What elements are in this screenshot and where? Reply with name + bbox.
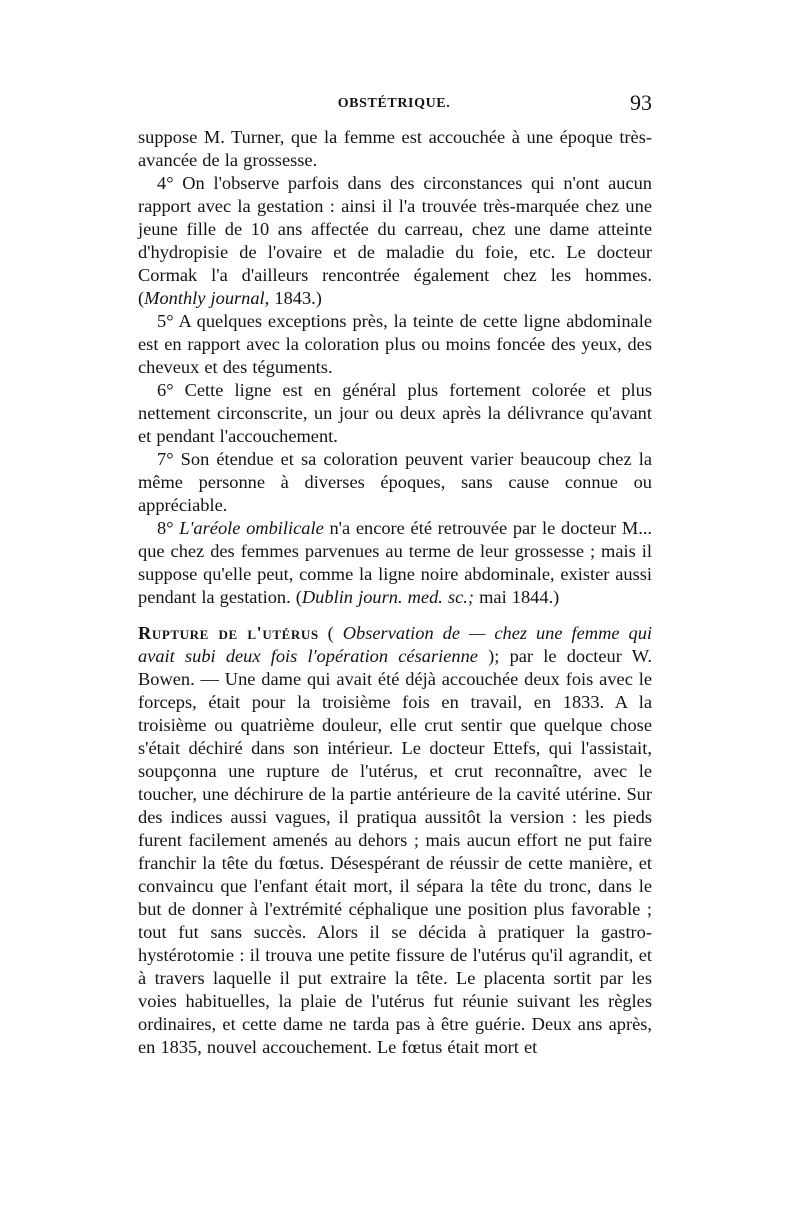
paragraph-text: suppose M. Turner, que la femme est accouchée à une époque très-avancée de la grossesse. <box>138 127 652 170</box>
page-header <box>136 90 652 118</box>
running-title: OBSTÉTRIQUE. <box>337 96 451 111</box>
paragraph-continuation <box>138 126 652 172</box>
paren-open: ( <box>318 623 343 643</box>
paragraph-point-7 <box>138 448 652 517</box>
journal-title: Dublin journ. med. sc.; <box>301 587 475 607</box>
paragraph-text: 5° A quelques exceptions près, la teinte de cette ligne abdominale est en rapport avec la coloration plus ou moins foncée des yeux, des cheveux et des téguments. <box>138 311 652 377</box>
term-italic: L'aréole ombilicale <box>179 518 324 538</box>
section-heading: Rupture de l'utérus <box>138 623 319 643</box>
section-rupture <box>138 622 652 1059</box>
section-text: ); par le docteur W. Bowen. — Une dame qui avait été déjà accouchée deux fois avec le forceps, était pour la troisième fois en travail, en 1833. A la troisième ou quatrième douleur, elle crut sentir que quelque chose s'était déchiré dans son intérieur. Le docteur Ettefs, qui l'assistait, soupçonna une rupture de l'utérus, et crut reconnaître, avec le toucher, une déchirure de la partie antérieure de la cavité utérine. Sur des indices aussi vagues, il pratiqua aussitôt la version : les pieds furent facilement amenés au dehors ; mais aucun effort ne put faire franchir la tête du fœtus. Désespérant de réussir de cette manière, et convaincu que l'enfant était mort, il sépara la tête du tronc, dans le but de donner à l'extrémité céphalique une position plus favorable ; tout fut sans succès. Alors il se décida à pratiquer la gastro-hystérotomie : il trouva une petite fissure de l'utérus qu'il agrandit, et à travers laquelle il put extraire la tête. Le placenta sortit par les voies habituelles, la plaie de l'utérus fut réunie suivant les règles ordinaires, et cette dame ne tarda pas à être guérie. Deux ans après, en 1835, nouvel accouchement. Le fœtus était mort et <box>138 646 652 1057</box>
paragraph-point-4 <box>138 172 652 310</box>
section-subtitle: Observation de — chez une femme qui avait subi deux fois l'opération césarienne <box>138 623 652 666</box>
paragraph-point-6 <box>138 379 652 448</box>
paragraph-text-end: , 1843.) <box>264 288 322 308</box>
paragraph-number: 8° <box>157 518 180 538</box>
paragraph-point-8 <box>138 517 652 609</box>
body-text <box>138 126 652 1059</box>
paragraph-text-end: mai 1844.) <box>474 587 560 607</box>
paragraph-text: 7° Son étendue et sa coloration peuvent varier beaucoup chez la même personne à diverses époques, sans cause connue ou appréciable. <box>138 449 652 515</box>
paragraph-text: 4° On l'observe parfois dans des circonstances qui n'ont aucun rapport avec la gestation : ainsi il l'a trouvée très-marquée chez une jeune fille de 10 ans affectée du carreau, chez une dame atteinte d'hydropisie de l'ovaire et de maladie du foie, etc. Le docteur Cormak l'a d'ailleurs rencontrée également chez les hommes. ( <box>138 173 652 308</box>
paragraph-text: 6° Cette ligne est en général plus fortement colorée et plus nettement circonscrite, un jour ou deux après la délivrance qu'avant et pendant l'accouchement. <box>138 380 652 446</box>
paragraph-text: n'a encore été retrouvée par le docteur M... que chez des femmes parvenues au terme de leur grossesse ; mais il suppose qu'elle peut, comme la ligne noire abdominale, exister aussi pendant la gestation. ( <box>138 518 652 607</box>
paragraph-point-5 <box>138 310 652 379</box>
journal-title: Monthly journal <box>144 288 265 308</box>
page-number: 93 <box>630 90 652 115</box>
